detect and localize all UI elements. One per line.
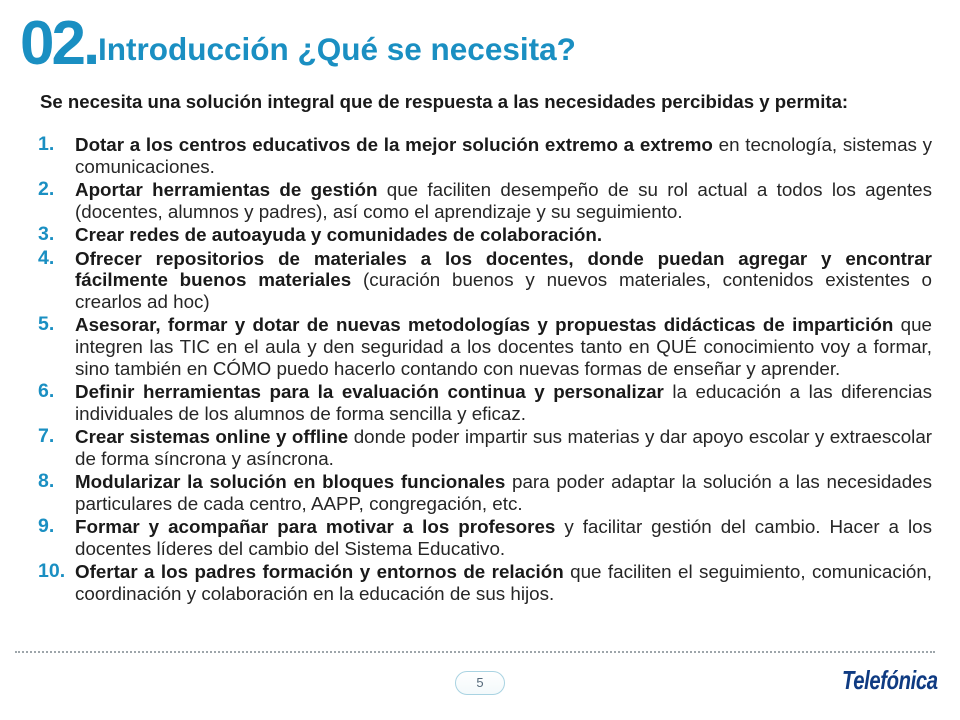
item-number: 6. — [38, 379, 55, 402]
list-item — [38, 133, 933, 177]
item-text: (curación buenos y nuevos materiales, contenidos existentes o crearlos ad hoc) — [75, 269, 933, 312]
list-item — [38, 313, 932, 379]
item-highlight: Formar y acompañar para motivar a los profesores — [75, 516, 556, 538]
item-number: 10. — [38, 560, 66, 583]
item-number: 8. — [38, 470, 55, 493]
item-text: que integren las TIC en el aula y den seguridad a los docentes tanto en QUÉ conocimiento voy a formar, sino también en CÓMO puedo hacerlo contando con nuevas formas de enseñar y aprender. — [75, 314, 932, 379]
item-highlight: Asesorar, formar y dotar de nuevas metodologías y propuestas didácticas de impartición — [75, 314, 894, 336]
item-text: para poder adaptar la solución a las necesidades particulares de cada centro, AAPP, congregación, etc. — [75, 471, 932, 514]
item-highlight: Dotar a los centros educativos de la mejor solución extremo a extremo — [75, 134, 713, 155]
item-text: la educación a las diferencias individuales de los alumnos de forma sencilla y eficaz. — [75, 380, 932, 424]
list-item — [38, 515, 932, 559]
telefonica-logo: Telefónica — [842, 665, 938, 695]
item-text: que faciliten desempeño de su rol actual a todos los agentes (docentes, alumnos y padres), así como el aprendizaje y su seguimiento. — [75, 179, 933, 222]
list-item — [38, 246, 933, 313]
item-number: 4. — [38, 246, 55, 269]
item-text: donde poder impartir sus materias y dar apoyo escolar y extraescolar de forma síncrona y asíncrona. — [75, 426, 933, 469]
requirements-list — [38, 133, 933, 606]
item-highlight: Aportar herramientas de gestión — [75, 179, 378, 201]
list-item — [38, 470, 932, 514]
list-item — [38, 425, 933, 469]
item-highlight: Definir herramientas para la evaluación continua y personalizar — [75, 380, 664, 402]
item-text: en tecnología, sistemas y comunicaciones. — [75, 134, 933, 177]
slide-title: Introducción ¿Qué se necesita? — [98, 31, 576, 67]
intro-text: Se necesita una solución integral que de respuesta a las necesidades percibidas y permita: — [40, 91, 849, 112]
list-item — [38, 223, 932, 246]
item-highlight: Crear redes de autoayuda y comunidades de colaboración. — [75, 224, 603, 246]
section-number: 02. — [20, 9, 98, 78]
page-number: 5 — [455, 671, 505, 695]
list-item — [38, 379, 932, 424]
list-item — [38, 560, 933, 604]
item-highlight: Modularizar la solución en bloques funcionales — [75, 471, 506, 493]
item-number: 2. — [38, 178, 55, 201]
item-highlight: Ofrecer repositorios de materiales a los docentes, donde puedan agregar y encontrar fácilmente buenos materiales — [75, 247, 932, 291]
item-highlight: Ofertar a los padres formación y entornos de relación — [75, 561, 564, 583]
item-text: que faciliten el seguimiento, comunicación, coordinación y colaboración en la educación de sus hijos. — [75, 561, 933, 604]
footer-divider — [15, 651, 935, 653]
item-number: 5. — [38, 313, 55, 336]
list-item — [38, 178, 933, 222]
item-number: 3. — [38, 223, 55, 246]
item-number: 9. — [38, 515, 55, 538]
item-number: 1. — [38, 133, 55, 155]
item-number: 7. — [38, 425, 55, 448]
item-text: y facilitar gestión del cambio. Hacer a los docentes líderes del cambio del Sistema Educativo. — [75, 516, 932, 559]
item-highlight: Crear sistemas online y offline — [75, 426, 349, 448]
